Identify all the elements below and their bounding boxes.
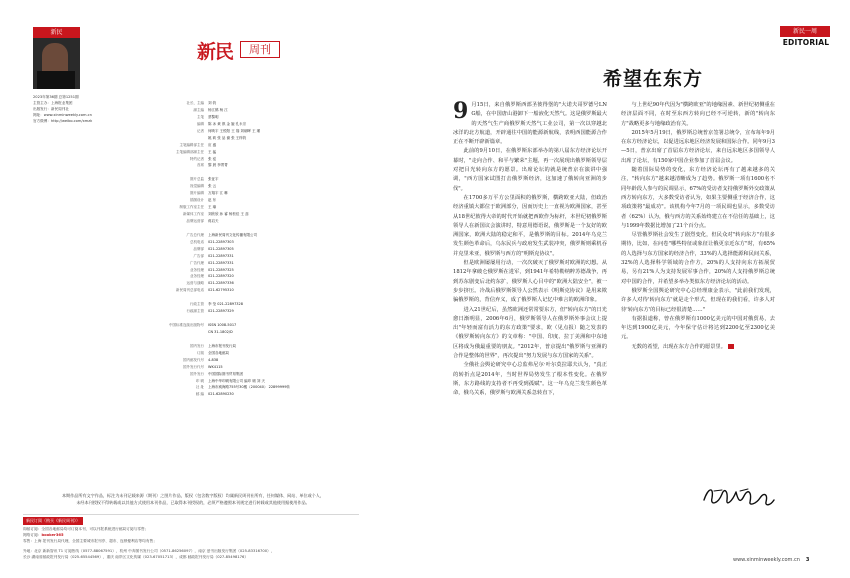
paragraph-text: 无数的希望，出现在东方合作的愿景里。 xyxy=(631,343,726,350)
masthead-role: 邮 编 xyxy=(195,392,204,397)
subscription-line xyxy=(23,555,248,561)
masthead-row xyxy=(140,273,345,280)
website-url: www.xinminweekly.com.cn xyxy=(733,557,800,563)
masthead-names: 黎 晨 李菁菁 xyxy=(208,163,228,168)
masthead-names: 蒋启天 xyxy=(208,218,219,223)
masthead-row xyxy=(140,149,345,156)
article-paragraph xyxy=(621,231,775,287)
masthead-role: 国内邮发代号 xyxy=(183,357,204,362)
masthead-role: 订阅 xyxy=(197,350,204,355)
masthead-row xyxy=(140,218,345,225)
article-title: 希望在东方 xyxy=(603,68,704,90)
masthead-row xyxy=(140,204,345,211)
masthead-role: 行政副主管 xyxy=(186,309,204,314)
article-paragraph xyxy=(621,315,775,343)
author-signature xyxy=(700,482,776,510)
masthead-names xyxy=(208,315,345,322)
logo-main: 新民 xyxy=(197,41,234,63)
subscription-text: 网络订阅： xyxy=(23,533,42,537)
masthead-names: 021-62795310 xyxy=(208,288,234,293)
masthead-row xyxy=(140,107,345,114)
masthead-role: 图片总监 xyxy=(190,177,204,182)
masthead-role: 主笔编辑部主任 xyxy=(179,142,204,147)
masthead-row xyxy=(140,162,345,169)
masthead-names: CN 31-1802/D xyxy=(208,329,233,334)
masthead-role: 图片编辑 xyxy=(190,191,204,196)
masthead-role: 国内发行 xyxy=(190,343,204,348)
masthead-role: 主笔编辑部副主任 xyxy=(176,149,204,154)
masthead-names: 张 泓 xyxy=(208,156,217,161)
masthead-row xyxy=(140,371,345,378)
masthead-role: 新民周刊总部电话 xyxy=(176,288,204,293)
subscription-line xyxy=(23,527,148,533)
masthead-names: 全国各地邮局 xyxy=(208,350,229,355)
masthead-row xyxy=(140,225,345,232)
masthead-role: 插图设计 xyxy=(190,198,204,203)
masthead-role: 广告代理 xyxy=(190,260,204,265)
masthead-row xyxy=(140,100,345,107)
page-footer xyxy=(733,557,833,563)
end-mark-icon xyxy=(728,344,734,349)
masthead-names: 上海新民周刊文化传播有限公司 xyxy=(208,232,257,237)
masthead-row xyxy=(140,197,345,204)
masthead-role: 品牌部 xyxy=(193,246,204,251)
paragraph-text: 但是欧洲屡屡用行动，一次次破灭了俄罗斯对欧洲的幻想。从1812年拿破仑俄罗斯在进军，到1941年希特勒纳粹苏德战争，再到苏东剧变后北约东扩，俄罗斯人心目中的"欧洲大陆安全"，被一步步挤压。冷战后俄罗斯领导人公然表示《明斯克协议》是用来欺骗俄罗斯的，背信弃义，成了俄罗斯人记忆中难言的欧洲印象。 xyxy=(453,260,607,304)
masthead-row xyxy=(140,357,345,364)
paragraph-text: 随着国际局势的变化，东方经济论坛再有了越来越多的关注，"转向东方"越来越清晰成为了趋势。俄罗斯一项有1600名不同年龄段人参与的民调显示，67%的受访者支持俄罗斯外交政策从西方转向东方，大多数受访者认为，如果主要侧重于经济合作，这项政策将"最成功"。该机构今年7月的一项民调也显示，多数受访者（62%）认为，俄与西方的关系始终建立在不信任的基础上，这与1999年数据比增加了21个百分点。 xyxy=(621,167,775,229)
masthead-row xyxy=(140,308,345,315)
subscription-text: 即邮订阅：全国各地邮局均可订阅本刊，可以刊报系统进行邮局订阅与零售； xyxy=(23,527,149,531)
subscription-footer xyxy=(23,514,359,564)
masthead-role: 运营与战略 xyxy=(186,281,204,286)
masthead-row xyxy=(140,336,345,343)
masthead-row xyxy=(140,260,345,267)
masthead-row xyxy=(140,176,345,183)
masthead-row xyxy=(140,128,345,135)
masthead-role xyxy=(140,294,208,301)
masthead-names: 王 瑜 xyxy=(208,205,217,210)
masthead-role: 印 刷 xyxy=(195,378,204,383)
masthead-role: 记者 xyxy=(197,128,204,133)
masthead-role xyxy=(140,329,208,336)
masthead-names: 4-838 xyxy=(208,357,219,362)
masthead-row xyxy=(140,253,345,260)
masthead-row xyxy=(140,246,345,253)
masthead-row xyxy=(140,315,345,322)
masthead-role: 国外发行 xyxy=(190,371,204,376)
masthead-names: 021-22897320 xyxy=(208,274,234,279)
masthead-row xyxy=(140,232,345,239)
masthead-role xyxy=(140,315,208,322)
masthead-role: 行政主管 xyxy=(190,302,204,307)
masthead-names: 陈 冰 黄 祺 金 姬 孔永宗 xyxy=(208,121,247,126)
masthead-names: 中国国际图书贸易集团 xyxy=(208,371,243,376)
masthead-role: 业务经理 xyxy=(190,274,204,279)
masthead-names: 李 莹 021-22897328 xyxy=(208,302,243,307)
masthead-role: 编辑 xyxy=(197,121,204,126)
masthead-staff-list xyxy=(140,100,345,398)
masthead-names xyxy=(208,336,345,343)
paragraph-text: 2015年5月19日，俄罗斯总统普京签署总统令，宣布每年9月在东方经济论坛，以促进远东地区经济发展和国际合作。同年9月3—5日，普京出席了首届东方经济论坛，来自远东地区多国领导人出席了论坛，有150家中国企业参加了首届会议。 xyxy=(621,129,775,164)
masthead-names: 万翔宇 江 琳 xyxy=(208,191,228,196)
section-label: EDITORIAL xyxy=(782,38,830,47)
masthead-role: 社长、主编 xyxy=(186,101,204,105)
masthead-names: 张 云 xyxy=(208,184,217,189)
masthead-row xyxy=(140,280,345,287)
masthead-row xyxy=(140,294,345,301)
paragraph-text: 有据报道称，曾在俄罗斯有1000亿美元的中国对俄贸易，去年达到1900亿美元，今年保守估计将达到2200亿至2300亿美元。 xyxy=(621,315,775,341)
masthead-names: 上海市报刊发行局 xyxy=(208,343,236,348)
copyright-statement xyxy=(33,493,353,506)
subscription-line xyxy=(23,539,157,545)
masthead-names xyxy=(208,294,345,301)
article-paragraph xyxy=(621,101,775,129)
masthead-names: 赵 东 xyxy=(208,198,217,203)
masthead-names xyxy=(208,169,345,176)
section-badge: 新民一周 xyxy=(780,26,830,37)
masthead-role: 国外发行代号 xyxy=(183,364,204,369)
masthead-role: 社 址 xyxy=(195,385,204,390)
masthead-role xyxy=(140,225,208,232)
masthead-row xyxy=(140,142,345,149)
paragraph-text: 全俄社会舆论研究中心总监弗尼尔·叶尔莫拉耶夫认为，"真正的转折点是2014年，当时世界局势发生了根本性变化。在俄罗斯，东方路线的支持者不再受到孤赋"。这一年乌克兰发生颜色革命，俄乌关系，俄罗斯与欧洲关系急转直下， xyxy=(453,362,607,397)
pub-info-line: 2023年第36期 总第1251期 xyxy=(33,95,79,99)
masthead-row xyxy=(140,350,345,357)
paragraph-text: 与上世纪90年代因为"横跨欧亚"的地缘因素、新世纪初侧重在经济层面不同，在时至东西方转向已经不可逆转，新的"转向东方"战略更多与地缘政治有关。 xyxy=(621,102,775,127)
subscription-text: 零售：上海 报刊发行局代理，全国主要城市报刊亭、超市、连锁便利店等均有售； xyxy=(23,539,157,543)
cover-thumbnail xyxy=(33,27,80,89)
masthead-row xyxy=(140,169,345,176)
article-paragraph xyxy=(453,194,607,259)
masthead-role: 新媒体工作室 xyxy=(183,212,204,216)
statement-line: 未经本刊授权不得转载或以其他方式使用本刊作品，已取得本刊授权的，必须严格遵照本刊规定进行转载或其他使用据使用作品。 xyxy=(76,499,310,505)
masthead-names: 王 猛 xyxy=(208,149,217,154)
masthead-row xyxy=(140,364,345,371)
masthead-names: 何映宇 王悦阳 王 翔 刘朝晖 王 瑾 xyxy=(208,128,261,133)
masthead-names: 021-62890230 xyxy=(208,392,234,397)
masthead-names: 应 盛 xyxy=(208,142,217,147)
masthead-role: 广告总代理 xyxy=(186,232,204,237)
masthead-role: 业务经理 xyxy=(190,267,204,272)
masthead-names: 021-22897325 xyxy=(208,267,234,272)
masthead-role: 副主编 xyxy=(193,107,204,112)
subscription-line xyxy=(23,533,64,539)
masthead-row xyxy=(140,378,345,385)
masthead-row xyxy=(140,343,345,350)
subscription-text: 长沙 湖南省邮政报刊发行局（025-65544569），重庆 南岸区文化传媒（023-67051713），成都 邮政报刊发行局（027-85498176） xyxy=(23,555,249,559)
masthead-row xyxy=(140,239,345,246)
masthead-names: 021-22897336 xyxy=(208,281,234,286)
masthead-role: 中国标准连续出版物号 xyxy=(169,323,204,327)
masthead-names: 刘欣欣 孙 睿 杨松佳 王 蕊 xyxy=(208,212,249,216)
brand-logo xyxy=(197,37,283,63)
masthead-names: 张征宇 xyxy=(208,177,219,182)
pub-info-line: 主管主办：上海报业集团 xyxy=(33,101,73,105)
masthead-role: 特约记者 xyxy=(190,156,204,161)
drop-cap: 9 xyxy=(453,98,469,124)
pub-info-line: 出版发行：新民周刊社 xyxy=(33,107,69,111)
paragraph-text: 在1700多万平方公里面积的俄罗斯，横跨欧亚大陆，但政治经济重镇大都位于欧洲部分，因而历史上一直视为欧洲国家，甚至从18世纪彼得大帝的时代开始就把西欧作为标杆，本世纪初俄罗斯领导人在新国议会演讲时，特意用德语说，俄罗斯是一个友好的欧洲国家，欧洲大陆的稳定和平，是俄罗斯的目标。2014年乌克兰发生颜色革命后，乌东民兵与政府发生武装冲突，俄罗斯则乘机吞并克里米亚，俄罗斯与西方的"明斯克协议"。 xyxy=(453,194,607,257)
subscription-line xyxy=(23,549,274,555)
article-paragraph xyxy=(453,147,607,193)
masthead-row xyxy=(140,156,345,163)
masthead-row xyxy=(140,301,345,308)
masthead-names: WK4115 xyxy=(208,364,223,369)
masthead-names: ISSN 1008-5017 xyxy=(208,323,237,327)
subscription-label: 新民订阅（购买《新民周刊》） xyxy=(23,517,83,525)
pub-info-line: 网址：www.xinminweekly.com.cn xyxy=(33,113,92,117)
masthead-row xyxy=(140,329,345,336)
masthead-names: 021-22897305 xyxy=(208,246,234,251)
masthead-role: 广告部 xyxy=(193,253,204,258)
masthead-role: 首席 xyxy=(197,163,204,168)
masthead-names: 021-22897331 xyxy=(208,253,234,258)
article-paragraph xyxy=(621,343,775,352)
masthead-names: 上海市威海路755号30楼（200040） 22899999转 xyxy=(208,385,290,390)
article-paragraph xyxy=(453,361,607,398)
masthead-row xyxy=(140,287,345,294)
logo-sub: 周刊 xyxy=(240,41,280,58)
masthead-names: 刘 钧 xyxy=(208,101,217,105)
pub-info-line: 官方微博：http://weibo.com/xmzk xyxy=(33,119,93,123)
masthead-role xyxy=(140,135,208,142)
masthead-names: 杨江鹤 杨 江 xyxy=(208,107,228,112)
masthead-names: 021-22897331 xyxy=(208,260,234,265)
page-number: 3 xyxy=(805,557,810,563)
masthead-names xyxy=(208,225,345,232)
masthead-row xyxy=(140,190,345,197)
article-paragraph xyxy=(453,306,607,362)
masthead-names: 蔡黎明 xyxy=(208,114,219,119)
masthead-role: 主笔 xyxy=(197,114,204,119)
masthead-role: 制版工作室主任 xyxy=(179,205,204,210)
masthead-row xyxy=(140,211,345,218)
masthead-row xyxy=(140,267,345,274)
subscription-link[interactable]: booker365 xyxy=(41,533,64,537)
masthead-names: 上海中华印刷有限公司 编印 刷 刘 天 xyxy=(208,378,265,383)
statement-line: 本期作品所有文字作品，标注为未刊记载来源（期刊）之图片作品，版权（包含数字版权）均属新民周刊社所有，任何媒体、网站、单位或个人， xyxy=(62,493,324,498)
paragraph-text: 尽管俄罗斯社会发生了剧烈变化，但民众对"转向东方"有很多期待，比如，在问卷"哪些特征或象征让俄更亲近东方"时，有65%的人选择与东方国家的经济合作，33%的人选择能源和民间关系，32%的人选择科学领域的合作方，20%的人支持向东方拓展贸易，另有21%人为支持发展军事合作，20%的人支持俄罗斯总统对中国的合作，并希望多举办类似东方经济论坛的活动。 xyxy=(621,232,775,285)
masthead-role xyxy=(140,169,208,176)
masthead-role: 视觉编辑 xyxy=(190,184,204,189)
masthead-names: 021-22897303 xyxy=(208,239,234,244)
article-column-1 xyxy=(453,98,607,399)
cover-portrait-suit xyxy=(37,71,75,89)
paragraph-text: 俄罗斯全国舆论研究中心总经理康金表示，"此前我们发现，许多人对待'转向东方'就是走个形式，但现在的我们看，许多人对待'转向东方'的目标已经很清楚……" xyxy=(621,287,775,313)
publication-info xyxy=(33,94,123,124)
subscription-text: 外地：北京 新新智讯 T1 订阅热线（0577-88067591），杭州 中奔图书发行公司（0571-86256097），南京 爱书出版发行集团（025-83316700）， xyxy=(23,549,275,553)
masthead-row xyxy=(140,121,345,128)
paragraph-text: 进入21世纪后，虽然欧洲还常常要东方，但"转向东方"的日光愈日渐明显，2006年6月，俄罗斯领导人在俄罗斯外事会议上提出"年轻而富有活力的东方政策"要求，欧（见点报）随之发表的《俄罗斯转向东方》的文章称："中国、印度、拉丁美洲和中东地区将成为俄最重要的朋友。"2012年，普京提出"俄罗斯与亚洲的合作是整体的世界"，再次提出"努力发展与东方国家的关系"。 xyxy=(453,306,607,360)
masthead-row xyxy=(140,114,345,121)
masthead-names: 姚 莉 张 品 谢 张 王梓钧 xyxy=(208,135,247,140)
paragraph-text: 月15日，来自俄罗斯西部圣彼得堡的"大诺夫哥罗德号LNG船，在中国唐山港卸下一船液化天然气。这是俄罗斯最大的天然气生产商俄罗斯天然气工业公司，第一次以穿越北冰洋的北方航道，开辟通往中国的能源新航线，表明西国能源合作正在不断开辟新篇章。 xyxy=(453,102,607,146)
article-paragraph xyxy=(621,166,775,231)
article-paragraph xyxy=(453,259,607,305)
cover-masthead: 新民 xyxy=(33,27,80,38)
masthead-role: 总机电话 xyxy=(190,239,204,244)
article-column-2 xyxy=(621,101,775,352)
paragraph-text: 此前的9月10日，在俄罗斯东部举办的第八届东方经济论坛开幕时，"走向合作、和平与繁荣"主题，再一次展现出俄罗斯领导层对把目光转向东方的愿景。出席论坛的就是统普京在演讲中强调，"西方国家试图打击俄罗斯经济，这加速了俄转向亚洲的步伐"。 xyxy=(453,148,607,192)
article-paragraph xyxy=(621,129,775,166)
masthead-names: 021-22897329 xyxy=(208,309,234,314)
masthead-role xyxy=(140,336,208,343)
article-paragraph xyxy=(453,98,607,147)
masthead-row xyxy=(140,391,345,398)
masthead-row xyxy=(140,322,345,329)
masthead-row xyxy=(140,384,345,391)
masthead-role: 品牌运营部 xyxy=(186,218,204,223)
masthead-row xyxy=(140,135,345,142)
masthead-row xyxy=(140,183,345,190)
article-paragraph xyxy=(621,287,775,315)
